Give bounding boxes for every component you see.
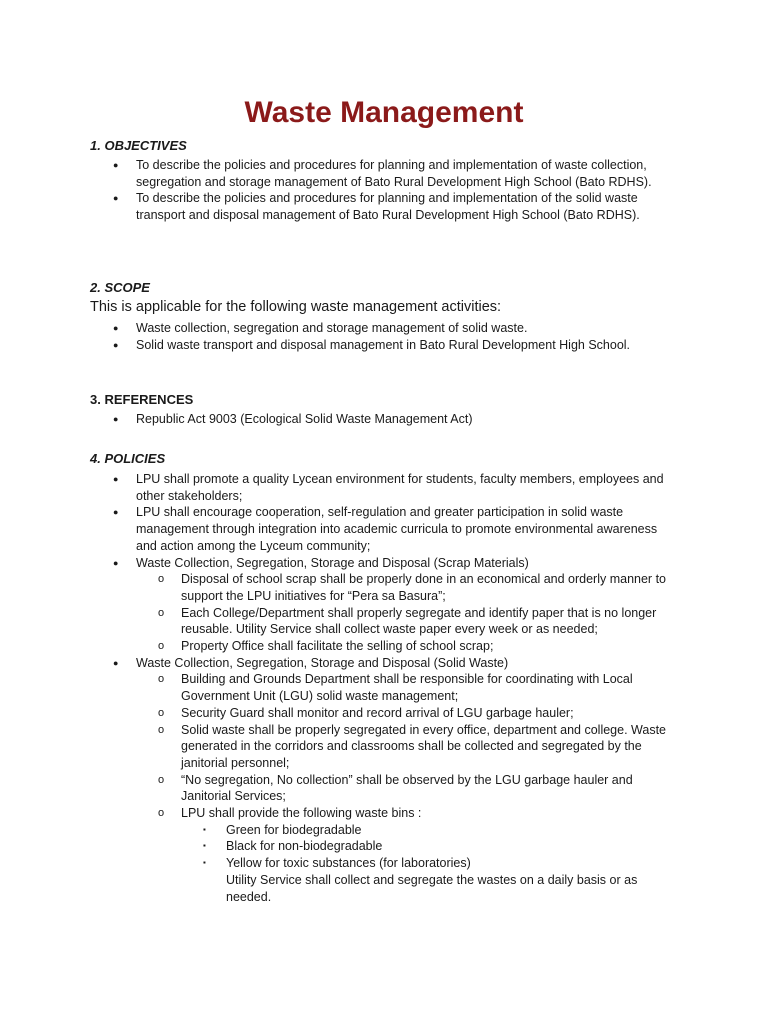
circle-bullet-icon: o — [158, 706, 165, 719]
scope-list — [0, 320, 676, 353]
policies-list — [0, 471, 676, 905]
bullet-icon: ● — [113, 474, 119, 484]
bullet-icon: ● — [113, 323, 119, 333]
bullet-icon: ● — [113, 160, 119, 170]
bullet-icon: ● — [113, 507, 119, 518]
list-item — [0, 337, 676, 354]
bins-note: Utility Service shall collect and segregate the wastes on a daily basis or as needed. — [226, 872, 638, 904]
list-item-text: To describe the policies and procedures for planning and implementation of waste collection, segregation and storage management of Bato Rural Development High School (Bato RDHS). — [136, 158, 652, 189]
document-title: Waste Management — [244, 96, 524, 129]
list-item — [0, 411, 676, 428]
circle-bullet-icon: o — [158, 673, 165, 686]
list-item-text: Yellow for toxic substances (for laboratories) — [226, 856, 471, 871]
sub-list-item — [0, 805, 676, 822]
sub-list-item — [0, 671, 676, 704]
list-item-text: Black for non-biodegradable — [226, 839, 383, 854]
list-item-text: LPU shall provide the following waste bins : — [181, 806, 422, 821]
bin-list-item — [0, 822, 676, 839]
list-item-text: Waste collection, segregation and storage management of solid waste. — [136, 321, 528, 335]
bin-list-item — [0, 855, 676, 905]
list-item-text: Solid waste shall be properly segregated in every office, department and college. Waste generated in the corridors and classrooms shall be collected and segregated by the janitorial personnel; — [181, 722, 666, 770]
list-item-text: Security Guard shall monitor and record arrival of LGU garbage hauler; — [181, 705, 574, 720]
list-item-text: To describe the policies and procedures for planning and implementation of the solid waste transport and disposal management of Bato Rural Development High School (Bato RDHS). — [136, 191, 640, 223]
list-item-text: Disposal of school scrap shall be properly done in an economical and orderly manner to support the LPU initiatives for “Pera sa Basura”; — [181, 572, 666, 603]
circle-bullet-icon: o — [158, 807, 165, 820]
list-item-text: Waste Collection, Segregation, Storage and Disposal (Scrap Materials) — [136, 555, 529, 570]
sub-list-item — [0, 722, 676, 772]
sub-list-item — [0, 705, 676, 722]
list-item — [0, 157, 676, 190]
list-item-text: LPU shall encourage cooperation, self-regulation and greater participation in solid waste management through integration into academic curricula to promote environmental awareness and action among the Lyceum community; — [136, 505, 658, 553]
list-item-text: Each College/Department shall properly segregate and identify paper that is no longer reusable. Utility Service shall collect waste paper every week or as needed; — [181, 605, 657, 637]
list-item — [0, 320, 676, 337]
bullet-icon: ● — [113, 657, 119, 668]
references-list — [0, 411, 676, 428]
list-item-text: Green for biodegradable — [226, 822, 362, 837]
objectives-list — [0, 157, 676, 224]
list-item — [0, 655, 676, 672]
section-heading-references: 3. REFERENCES — [90, 392, 194, 407]
list-item — [0, 471, 676, 504]
circle-bullet-icon: o — [158, 573, 165, 586]
bullet-icon: ● — [113, 339, 119, 350]
list-item-text: Building and Grounds Department shall be responsible for coordinating with Local Government Unit (LGU) solid waste management; — [181, 672, 633, 704]
list-item-text: Republic Act 9003 (Ecological Solid Waste Management Act) — [136, 412, 473, 426]
square-bullet-icon: ▪ — [203, 841, 206, 851]
list-item-text: Property Office shall facilitate the selling of school scrap; — [181, 639, 494, 654]
list-item — [0, 190, 676, 223]
circle-bullet-icon: o — [158, 606, 165, 619]
bullet-icon: ● — [113, 414, 119, 424]
section-heading-objectives: 1. OBJECTIVES — [90, 138, 187, 153]
bullet-icon: ● — [113, 557, 119, 568]
circle-bullet-icon: o — [158, 773, 165, 786]
square-bullet-icon: ▪ — [203, 824, 206, 834]
sub-list-item — [0, 638, 676, 655]
bin-list-item — [0, 838, 676, 855]
circle-bullet-icon: o — [158, 723, 165, 736]
section-heading-scope: 2. SCOPE — [90, 280, 150, 295]
sub-list-item — [0, 772, 676, 805]
scope-intro: This is applicable for the following waste management activities: — [90, 299, 502, 315]
list-item-text: Solid waste transport and disposal management in Bato Rural Development High School. — [136, 337, 631, 352]
list-item-text: “No segregation, No collection” shall be observed by the LGU garbage hauler and Janitorial Services; — [181, 772, 633, 804]
square-bullet-icon: ▪ — [203, 858, 206, 868]
list-item — [0, 555, 676, 572]
circle-bullet-icon: o — [158, 640, 165, 653]
list-item — [0, 504, 676, 554]
list-item-text: Waste Collection, Segregation, Storage and Disposal (Solid Waste) — [136, 655, 509, 670]
list-item-text: LPU shall promote a quality Lycean environment for students, faculty members, employees and other stakeholders; — [136, 472, 664, 503]
sub-list-item — [0, 571, 676, 604]
bullet-icon: ● — [113, 193, 119, 204]
sub-list-item — [0, 605, 676, 638]
section-heading-policies: 4. POLICIES — [90, 451, 166, 466]
